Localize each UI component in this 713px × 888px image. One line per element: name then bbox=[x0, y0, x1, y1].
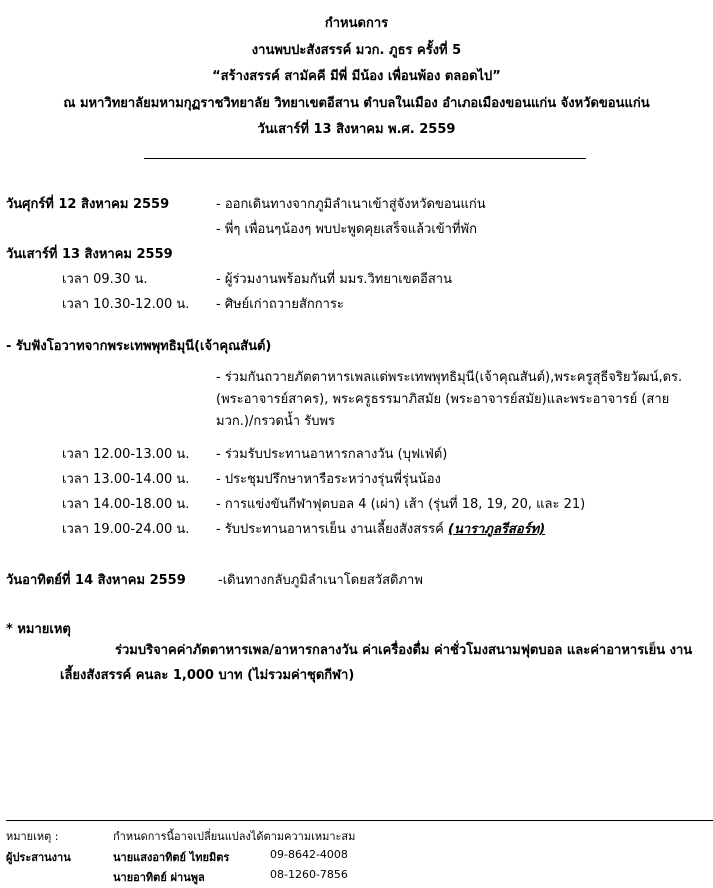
afternoon-time-1: เวลา 12.00-13.00 น. bbox=[62, 447, 190, 462]
header-divider bbox=[144, 158, 586, 159]
venue-line: ณ มหาวิทยาลัยมหามกุฏราชวิทยาลัย วิทยาเขตอีสาน ตำบลในเมือง อำเภอเมืองขอนแก่น จังหวัดขอนแก่น bbox=[63, 96, 650, 111]
sermon-heading: - รับฟังโอวาทจากพระเทพพุทธิมุนี(เจ้าคุณสันต์) bbox=[6, 339, 272, 354]
saturday-time-1: เวลา 09.30 น. bbox=[62, 272, 148, 287]
saturday-activity-1: - ผู้ร่วมงานพร้อมกันที่ มมร.วิทยาเขตอีสาน bbox=[216, 272, 452, 287]
note-body: ร่วมบริจาคค่าภัตตาหารเพล/อาหารกลางวัน ค่าเครื่องดื่ม ค่าชั่วโมงสนามฟุตบอล และค่าอาหารเย็น งานเลี้ยงสังสรรค์ คนละ 1,000 บาท (ไม่รวมค่าชุดกีฬา) bbox=[60, 643, 693, 683]
contact-phone-2: 08-1260-7856 bbox=[270, 868, 348, 881]
footer-remark-text: กำหนดการนี้อาจเปลี่ยนแปลงได้ตามความเหมาะสม bbox=[113, 830, 356, 843]
afternoon-time-2: เวลา 13.00-14.00 น. bbox=[62, 472, 190, 487]
friday-item-2: - พี่ๆ เพื่อนๆน้องๆ พบปะพูดคุยเสร็จแล้วเข้าที่พัก bbox=[216, 222, 477, 237]
event-date: วันเสาร์ที่ 13 สิงหาคม พ.ศ. 2559 bbox=[257, 122, 456, 137]
footer-remark-label: หมายเหตุ : bbox=[6, 830, 59, 843]
saturday-date: วันเสาร์ที่ 13 สิงหาคม 2559 bbox=[6, 247, 173, 262]
evening-activity-text: - รับประทานอาหารเย็น งานเลี้ยงสังสรรค์ bbox=[216, 522, 448, 537]
afternoon-activity-3: - การแข่งขันกีฬาฟุตบอล 4 (เผ่า) เส้า (รุ่นที่ 18, 19, 20, และ 21) bbox=[216, 497, 586, 512]
footer-divider bbox=[6, 820, 713, 821]
footer-coordinator-label: ผู้ประสานงาน bbox=[6, 851, 71, 864]
contact-name-2: นายอาทิตย์ ผ่านพูล bbox=[113, 871, 205, 884]
friday-item-1: - ออกเดินทางจากภูมิลำเนาเข้าสู่จังหวัดขอนแก่น bbox=[216, 197, 486, 212]
contact-name-1: นายแสงอาทิตย์ ไทยมิตร bbox=[113, 851, 230, 864]
afternoon-time-3: เวลา 14.00-18.00 น. bbox=[62, 497, 190, 512]
afternoon-activity-1: - ร่วมรับประทานอาหารกลางวัน (บุฟเฟ่ต์) bbox=[216, 447, 448, 462]
slogan: “สร้างสรรค์ สามัคคี มีพี่ มีน้อง เพื่อนพ้อง ตลอดไป” bbox=[212, 69, 501, 84]
title-line-1: กำหนดการ bbox=[324, 16, 389, 31]
friday-date: วันศุกร์ที่ 12 สิงหาคม 2559 bbox=[6, 197, 170, 212]
saturday-time-2: เวลา 10.30-12.00 น. bbox=[62, 297, 190, 312]
title-line-2: งานพบปะสังสรรค์ มวก. ภูธร ครั้งที่ 5 bbox=[251, 43, 462, 58]
saturday-activity-2: - ศิษย์เก่าถวายสักการะ bbox=[216, 297, 344, 312]
evening-activity bbox=[216, 518, 545, 539]
evening-venue: (นาราภูลรีสอร์ท) bbox=[448, 522, 546, 537]
sunday-date: วันอาทิตย์ที่ 14 สิงหาคม 2559 bbox=[6, 573, 186, 588]
sunday-activity: -เดินทางกลับภูมิลำเนาโดยสวัสดิภาพ bbox=[218, 573, 423, 588]
afternoon-activity-2: - ประชุมปรึกษาหารือระหว่างรุ่นพี่รุ่นน้อง bbox=[216, 472, 441, 487]
evening-time: เวลา 19.00-24.00 น. bbox=[62, 522, 190, 537]
note-heading: * หมายเหตุ bbox=[6, 622, 71, 637]
contact-phone-1: 09-8642-4008 bbox=[270, 848, 348, 861]
offering-text: - ร่วมกันถวายภัตตาหารเพลแด่พระเทพพุทธิมุนี(เจ้าคุณสันต์),พระครูสุธีจริยวัฒน์,ดร.(พระอาจารย์สาคร), พระครูธรรมาภิสมัย (พระอาจารย์สมัย)และพระอาจารย์ (สาย มวก.)/กรวดน้ำ รับพร bbox=[216, 370, 683, 429]
